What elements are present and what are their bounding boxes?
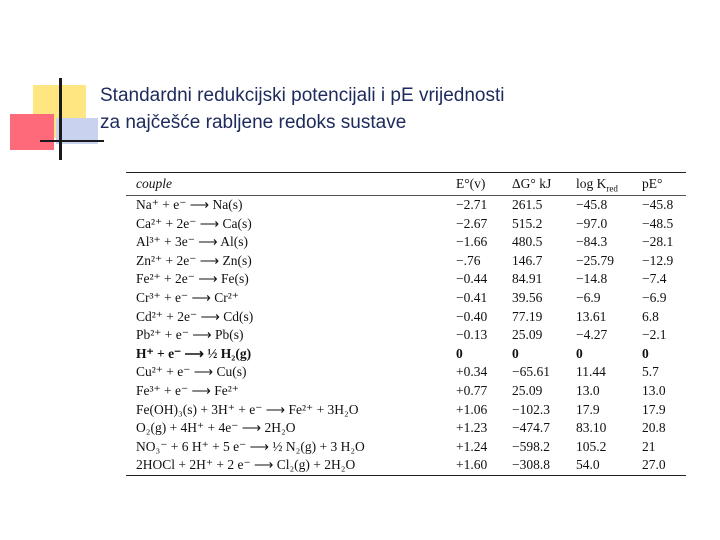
cell-pe: 20.8 bbox=[642, 420, 666, 436]
cell-couple: 2HOCl + 2H⁺ + 2 e⁻ ⟶ Cl₂(g) + 2H₂O bbox=[136, 457, 356, 473]
cell-couple: Cr³⁺ + e⁻ ⟶ Cr²⁺ bbox=[136, 289, 239, 305]
cell-pe: 21 bbox=[642, 438, 656, 454]
cell-couple: Al³⁺ + 3e⁻ ⟶ Al(s) bbox=[136, 234, 249, 250]
table-row bbox=[126, 289, 686, 308]
cell-log-k: 0 bbox=[576, 345, 583, 361]
cell-delta-g: −474.7 bbox=[512, 420, 550, 436]
cell-delta-g: −102.3 bbox=[512, 401, 550, 417]
cell-log-k: 105.2 bbox=[576, 438, 607, 454]
table-header-row bbox=[126, 173, 686, 195]
cell-pe: 5.7 bbox=[642, 364, 659, 380]
cell-e0: −0.40 bbox=[456, 308, 488, 324]
cell-couple: Zn²⁺ + 2e⁻ ⟶ Zn(s) bbox=[136, 252, 252, 268]
cell-delta-g: −65.61 bbox=[512, 364, 550, 380]
cell-log-k: 54.0 bbox=[576, 457, 600, 473]
table-bottom-rule bbox=[126, 475, 686, 476]
table-row bbox=[126, 196, 686, 215]
decor-vertical-line bbox=[59, 78, 62, 160]
header-delta-g: ΔG° kJ bbox=[512, 176, 552, 191]
cell-delta-g: −308.8 bbox=[512, 457, 550, 473]
header-log-k bbox=[576, 176, 618, 194]
cell-log-k: −25.79 bbox=[576, 252, 614, 268]
cell-e0: 0 bbox=[456, 345, 463, 361]
cell-couple: Pb²⁺ + e⁻ ⟶ Pb(s) bbox=[136, 327, 244, 343]
cell-e0: −.76 bbox=[456, 252, 481, 268]
cell-log-k: −97.0 bbox=[576, 215, 608, 231]
header-pe: pE° bbox=[642, 176, 663, 191]
header-couple: couple bbox=[136, 176, 172, 191]
cell-delta-g: 261.5 bbox=[512, 197, 543, 212]
cell-couple: Cd²⁺ + 2e⁻ ⟶ Cd(s) bbox=[136, 308, 254, 324]
cell-e0: +0.34 bbox=[456, 364, 488, 380]
cell-couple: Cu²⁺ + e⁻ ⟶ Cu(s) bbox=[136, 364, 247, 380]
slide-title-line-1: Standardni redukcijski potencijali i pE vrijednosti bbox=[100, 85, 505, 106]
cell-delta-g: 84.91 bbox=[512, 271, 543, 287]
table-row bbox=[126, 233, 686, 252]
cell-pe: 0 bbox=[642, 345, 649, 361]
redox-table bbox=[126, 172, 686, 476]
cell-pe: 27.0 bbox=[642, 457, 666, 473]
cell-log-k: 83.10 bbox=[576, 420, 607, 436]
cell-log-k: 11.44 bbox=[576, 364, 606, 380]
cell-log-k: −84.3 bbox=[576, 234, 608, 250]
cell-delta-g: 39.56 bbox=[512, 289, 543, 305]
table-row bbox=[126, 382, 686, 401]
cell-pe: 13.0 bbox=[642, 382, 666, 398]
table-row bbox=[126, 438, 686, 457]
table-row bbox=[126, 252, 686, 271]
cell-pe: −7.4 bbox=[642, 271, 667, 287]
cell-pe: −48.5 bbox=[642, 215, 674, 231]
cell-pe: −2.1 bbox=[642, 327, 667, 343]
table-row bbox=[126, 308, 686, 327]
decor-horizontal-line bbox=[40, 140, 104, 142]
cell-e0: −2.71 bbox=[456, 197, 488, 212]
header-log-k-text: log K bbox=[576, 176, 607, 191]
cell-delta-g: 25.09 bbox=[512, 327, 543, 343]
cell-log-k: −4.27 bbox=[576, 327, 608, 343]
table-body bbox=[126, 196, 686, 475]
cell-e0: −0.13 bbox=[456, 327, 488, 343]
slide-title bbox=[100, 82, 710, 136]
cell-pe: −12.9 bbox=[642, 252, 674, 268]
cell-log-k: 13.61 bbox=[576, 308, 607, 324]
header-e0: E°(v) bbox=[456, 176, 486, 191]
cell-pe: −28.1 bbox=[642, 234, 674, 250]
table-row bbox=[126, 419, 686, 438]
cell-e0: −1.66 bbox=[456, 234, 488, 250]
cell-delta-g: 480.5 bbox=[512, 234, 543, 250]
cell-couple: H⁺ + e⁻ ⟶ ½ H₂(g) bbox=[136, 345, 252, 361]
cell-couple: O₂(g) + 4H⁺ + 4e⁻ ⟶ 2H₂O bbox=[136, 420, 296, 436]
cell-e0: +1.23 bbox=[456, 420, 488, 436]
table-row bbox=[126, 215, 686, 234]
cell-delta-g: 77.19 bbox=[512, 308, 543, 324]
table-row bbox=[126, 345, 686, 364]
cell-e0: −2.67 bbox=[456, 215, 488, 231]
cell-delta-g: 515.2 bbox=[512, 215, 543, 231]
cell-e0: +1.24 bbox=[456, 438, 488, 454]
cell-log-k: −14.8 bbox=[576, 271, 608, 287]
cell-couple: Na⁺ + e⁻ ⟶ Na(s) bbox=[136, 197, 243, 212]
cell-e0: −0.41 bbox=[456, 289, 488, 305]
slide-title-line-2: za najčešće rabljene redoks sustave bbox=[100, 112, 407, 133]
cell-log-k: 17.9 bbox=[576, 401, 600, 417]
cell-couple: Fe²⁺ + 2e⁻ ⟶ Fe(s) bbox=[136, 271, 249, 287]
cell-pe: 17.9 bbox=[642, 401, 666, 417]
cell-e0: −0.44 bbox=[456, 271, 488, 287]
cell-delta-g: −598.2 bbox=[512, 438, 550, 454]
table-row bbox=[126, 401, 686, 420]
header-log-k-subscript: red bbox=[606, 183, 618, 194]
cell-delta-g: 0 bbox=[512, 345, 519, 361]
cell-delta-g: 146.7 bbox=[512, 252, 543, 268]
cell-e0: +1.60 bbox=[456, 457, 488, 473]
cell-couple: Fe(OH)₃(s) + 3H⁺ + e⁻ ⟶ Fe²⁺ + 3H₂O bbox=[136, 401, 359, 417]
table-row bbox=[126, 363, 686, 382]
cell-pe: −6.9 bbox=[642, 289, 667, 305]
cell-log-k: 13.0 bbox=[576, 382, 600, 398]
cell-e0: +0.77 bbox=[456, 382, 488, 398]
cell-e0: +1.06 bbox=[456, 401, 488, 417]
cell-log-k: −45.8 bbox=[576, 197, 608, 212]
cell-couple: Fe³⁺ + e⁻ ⟶ Fe²⁺ bbox=[136, 382, 239, 398]
table-row bbox=[126, 326, 686, 345]
cell-log-k: −6.9 bbox=[576, 289, 601, 305]
cell-couple: NO₃⁻ + 6 H⁺ + 5 e⁻ ⟶ ½ N₂(g) + 3 H₂O bbox=[136, 438, 365, 454]
cell-couple: Ca²⁺ + 2e⁻ ⟶ Ca(s) bbox=[136, 215, 252, 231]
decor-pink-rectangle bbox=[10, 114, 54, 150]
cell-pe: −45.8 bbox=[642, 197, 674, 212]
table-row bbox=[126, 270, 686, 289]
cell-pe: 6.8 bbox=[642, 308, 659, 324]
cell-delta-g: 25.09 bbox=[512, 382, 543, 398]
table-row bbox=[126, 456, 686, 475]
